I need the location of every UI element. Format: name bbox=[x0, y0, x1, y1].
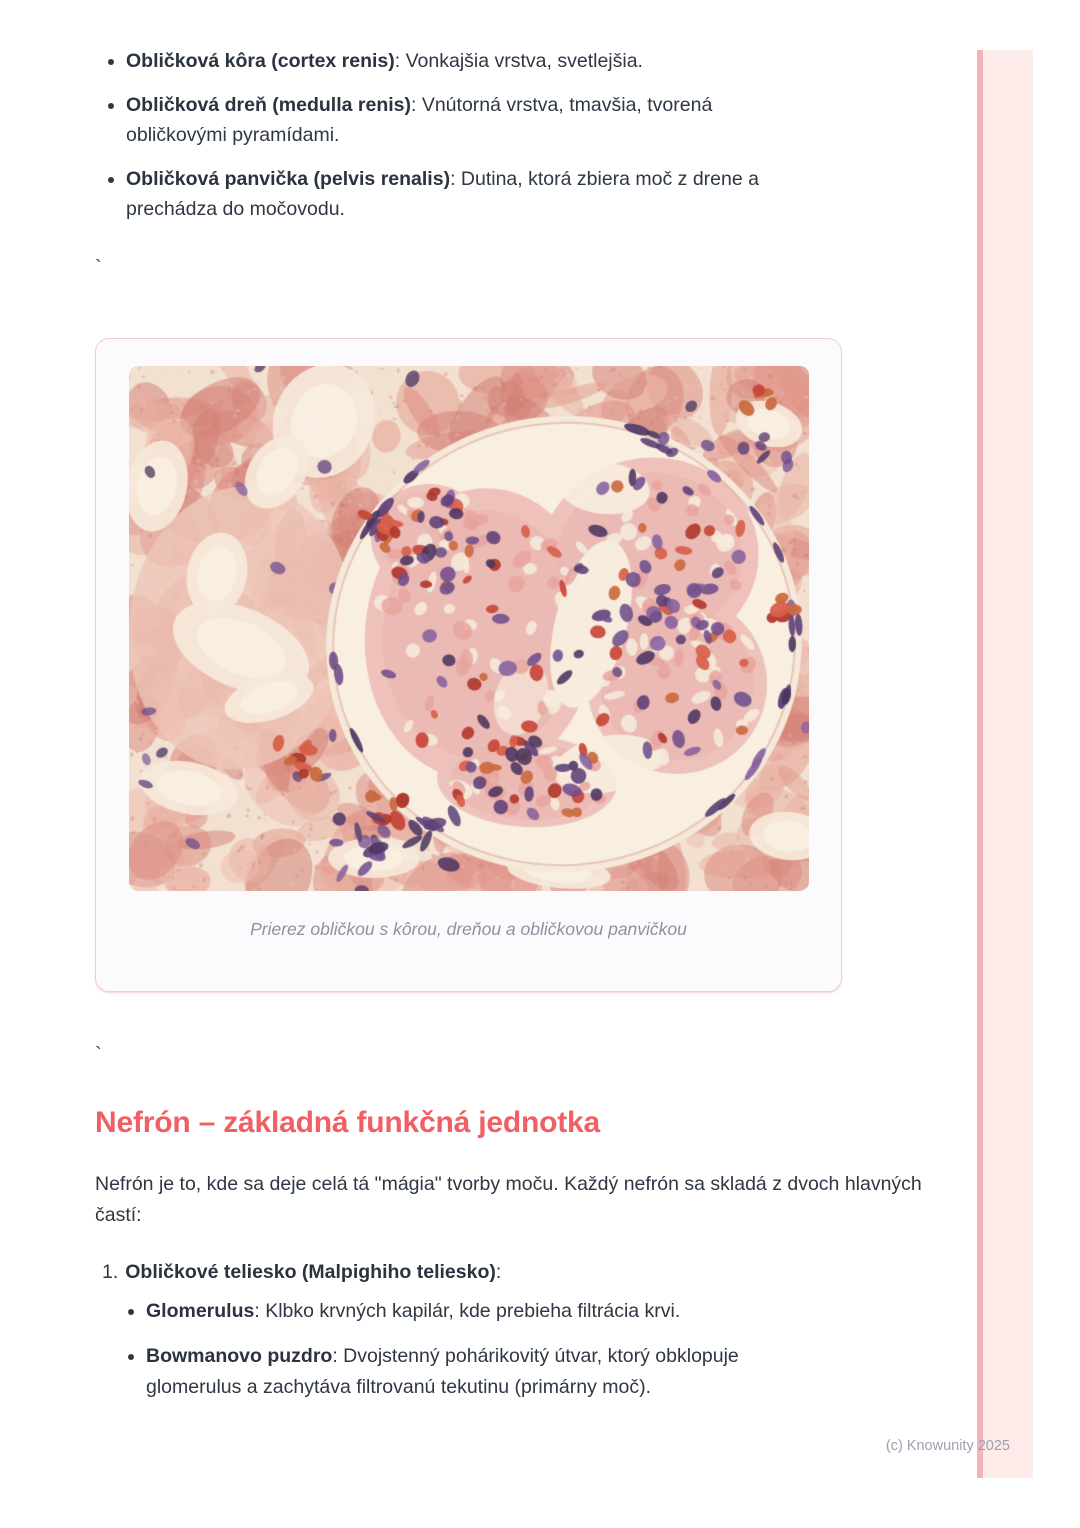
figure-caption: Prierez obličkou s kôrou, dreňou a obličkovou panvičkou bbox=[250, 919, 687, 939]
section-heading: Nefrón – základná funkčná jednotka bbox=[95, 1106, 600, 1139]
bullet-text: : Vonkajšia vrstva, svetlejšia. bbox=[394, 50, 643, 72]
figure-card bbox=[95, 338, 842, 992]
bullet-term: Obličková panvička (pelvis renalis) bbox=[126, 168, 451, 190]
sub-bullet-text: : Dvojstenný pohárikovitý útvar, ktorý obklopuje glomerulus a zachytáva filtrovanú tekutinu (primárny moč). bbox=[146, 1345, 739, 1398]
numbered-term: Obličkové teliesko (Malpighiho teliesko) bbox=[125, 1261, 496, 1283]
footer-credit: (c) Knowunity 2025 bbox=[885, 1438, 1010, 1454]
sub-bullet-text: : Klbko krvných kapilár, kde prebieha filtrácia krvi. bbox=[254, 1300, 681, 1322]
bullet-item-cortex bbox=[126, 46, 806, 76]
accent-stripe bbox=[977, 50, 1033, 1478]
bullet-term: Obličková kôra (cortex renis) bbox=[126, 50, 395, 72]
stray-backtick-2: ` bbox=[95, 1044, 102, 1066]
bullet-item-pelvis bbox=[126, 164, 806, 224]
bullet-item-medulla bbox=[126, 90, 806, 150]
stray-backtick-1: ` bbox=[95, 257, 102, 279]
bullet-list bbox=[95, 46, 806, 224]
sub-bullet-term: Glomerulus bbox=[146, 1300, 255, 1322]
bullet-term: Obličková dreň (medulla renis) bbox=[126, 94, 411, 116]
bullet-text: : Vnútorná vrstva, tmavšia, tvorená obličkovými pyramídami. bbox=[126, 94, 713, 146]
intro-paragraph: Nefrón je to, kde sa deje celá tá "mágia" tvorby moču. Každý nefrón sa skladá z dvoch hlavných častí: bbox=[95, 1173, 922, 1226]
numbered-item-teliesko bbox=[102, 1257, 940, 1403]
document-page bbox=[95, 46, 940, 1403]
list-number: 1. bbox=[102, 1261, 119, 1283]
sub-bullet-bowman bbox=[146, 1341, 806, 1403]
bullet-text: : Dutina, ktorá zbiera moč z drene a prechádza do močovodu. bbox=[126, 168, 759, 220]
numbered-list bbox=[95, 1257, 940, 1403]
histology-image bbox=[129, 366, 809, 891]
sub-bullet-glomerulus bbox=[146, 1296, 806, 1327]
sub-bullet-list bbox=[102, 1296, 806, 1403]
numbered-text: : bbox=[495, 1261, 502, 1283]
sub-bullet-term: Bowmanovo puzdro bbox=[146, 1345, 333, 1367]
